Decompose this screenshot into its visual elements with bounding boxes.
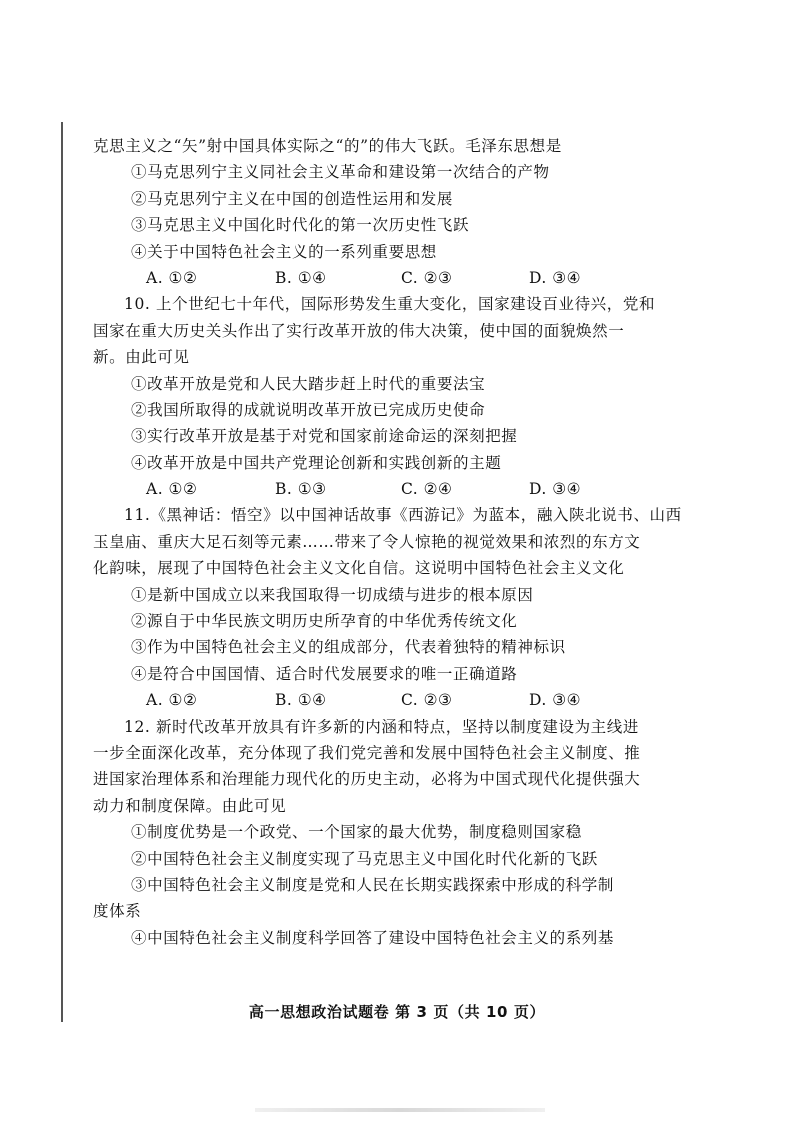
q11-stem-line-1: 11.《黑神话：悟空》以中国神话故事《西游记》为蓝本，融入陕北说书、山西 [124,506,682,525]
q11-option-c: C. ②③ [401,691,453,710]
q11-item-3: ③作为中国特色社会主义的组成部分，代表着独特的精神标识 [131,638,566,657]
scan-artifact-decoration [255,1108,545,1112]
q12-item-2: ②中国特色社会主义制度实现了马克思主义中国化时代化新的飞跃 [131,849,598,868]
q11-stem-line-2: 玉皇庙、重庆大足石刻等元素……带来了令人惊艳的视觉效果和浓烈的东方文 [93,532,641,551]
q11-options [93,687,673,713]
q9-option-a: A. ①② [146,268,198,287]
binding-margin-line [61,122,63,1022]
q11-option-a: A. ①② [146,691,198,710]
q10-option-a: A. ①② [146,480,198,499]
q12-stem-line-1: 12. 新时代改革开放具有许多新的内涵和特点，坚持以制度建设为主线进 [124,717,639,736]
q12-stem-line-4: 动力和制度保障。由此可见 [93,796,287,815]
q12-item-3: ③中国特色社会主义制度是党和人民在长期实践探索中形成的科学制 [131,875,615,894]
q11-option-b: B. ①④ [275,691,327,710]
q11-stem-line-3: 化韵味，展现了中国特色社会主义文化自信。这说明中国特色社会主义文化 [93,559,625,578]
q9-options [93,265,673,291]
page-footer: 高一思想政治试题卷 第 3 页（共 10 页） [248,1003,546,1021]
q10-item-3: ③实行改革开放是基于对党和国家前途命运的深刻把握 [131,427,518,446]
q12-item-1: ①制度优势是一个政党、一个国家的最大优势，制度稳则国家稳 [131,823,582,842]
question-content [93,133,682,951]
q10-option-d: D. ③④ [529,480,582,499]
q12-item-3-wrap: 度体系 [93,902,142,921]
q10-item-4: ④改革开放是中国共产党理论创新和实践创新的主题 [131,453,502,472]
q9-stem-continuation: 克思主义之“矢”射中国具体实际之“的”的伟大飞跃。毛泽东思想是 [93,137,562,155]
q9-item-2: ②马克思列宁主义在中国的创造性运用和发展 [131,189,454,208]
q9-option-c: C. ②③ [401,268,453,287]
q10-option-b: B. ①③ [275,480,327,499]
q11-item-2: ②源自于中华民族文明历史所孕育的中华优秀传统文化 [131,612,518,631]
q11-item-1: ①是新中国成立以来我国取得一切成绩与进步的根本原因 [131,585,534,604]
q10-stem-line-3: 新。由此可见 [93,348,190,367]
q9-option-b: B. ①④ [275,268,327,287]
q12-item-4: ④中国特色社会主义制度科学回答了建设中国特色社会主义的系列基 [131,928,615,947]
q11-option-d: D. ③④ [529,691,582,710]
q10-item-1: ①改革开放是党和人民大踏步赶上时代的重要法宝 [131,374,486,393]
q11-item-4: ④是符合中国国情、适合时代发展要求的唯一正确道路 [131,664,518,683]
q10-option-c: C. ②④ [401,480,453,499]
q9-item-4: ④关于中国特色社会主义的一系列重要思想 [131,242,437,261]
q12-stem-line-3: 进国家治理体系和治理能力现代化的历史主动，必将为中国式现代化提供强大 [93,770,641,789]
q10-options [93,476,673,502]
q9-item-3: ③马克思主义中国化时代化的第一次历史性飞跃 [131,216,470,235]
q10-stem-line-1: 10. 上个世纪七十年代，国际形势发生重大变化，国家建设百业待兴，党和 [124,295,656,314]
q9-option-d: D. ③④ [529,268,582,287]
q9-item-1: ①马克思列宁主义同社会主义革命和建设第一次结合的产物 [131,163,550,182]
q10-item-2: ②我国所取得的成就说明改革开放已完成历史使命 [131,400,486,419]
q12-stem-line-2: 一步全面深化改革，充分体现了我们党完善和发展中国特色社会主义制度、推 [93,743,641,762]
q10-stem-line-2: 国家在重大历史关头作出了实行改革开放的伟大决策，使中国的面貌焕然一 [93,321,625,340]
